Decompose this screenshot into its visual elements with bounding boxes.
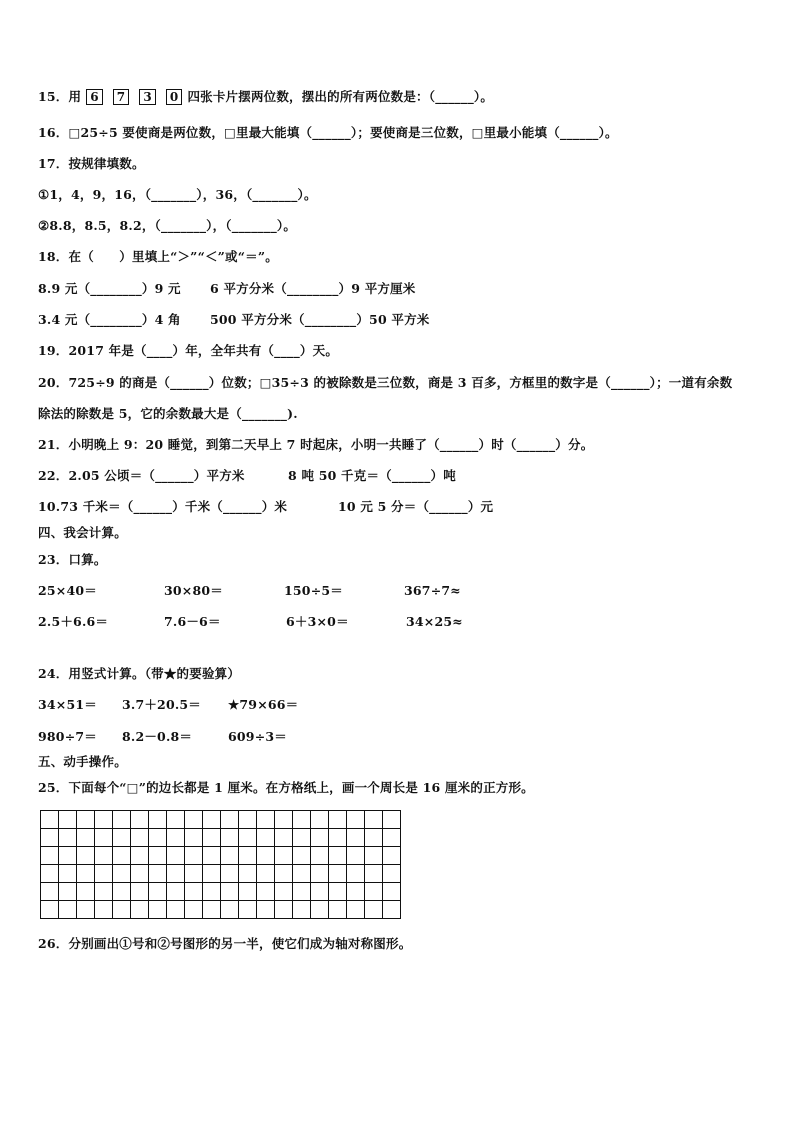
grid-cell[interactable]	[131, 901, 149, 919]
section-5-heading: 五、动手操作。	[38, 754, 127, 769]
grid-cell[interactable]	[41, 865, 59, 883]
grid-cell[interactable]	[365, 865, 383, 883]
question-20-line-2: 除法的除数是 5，它的余数最大是（_______).	[38, 406, 298, 421]
question-24-row-1	[38, 697, 298, 713]
grid-cell[interactable]	[239, 829, 257, 847]
grid-cell[interactable]	[311, 901, 329, 919]
q18-item-1b: 6 平方分米（________）9 平方厘米	[210, 281, 416, 296]
question-26: 26．分别画出①号和②号图形的另一半，使它们成为轴对称图形。	[38, 936, 412, 951]
grid-cell[interactable]	[167, 883, 185, 901]
grid-cell[interactable]	[149, 829, 167, 847]
q24-item-2-2: 8.2－0.8＝	[122, 729, 193, 744]
grid-cell[interactable]	[185, 811, 203, 829]
grid-cell[interactable]	[95, 865, 113, 883]
grid-cell[interactable]	[347, 901, 365, 919]
section-4-heading: 四、我会计算。	[38, 525, 127, 540]
grid-cell[interactable]	[383, 847, 401, 865]
grid-cell[interactable]	[293, 847, 311, 865]
question-25-title: 25．下面每个“□”的边长都是 1 厘米。在方格纸上，画一个周长是 16 厘米的正方形。	[38, 780, 534, 795]
grid-cell[interactable]	[239, 883, 257, 901]
grid-cell[interactable]	[59, 847, 77, 865]
grid-cell[interactable]	[185, 847, 203, 865]
question-18-row-1	[38, 281, 416, 297]
grid-cell[interactable]	[113, 865, 131, 883]
grid-cell[interactable]	[77, 847, 95, 865]
question-15	[38, 89, 493, 105]
grid-cell[interactable]	[257, 865, 275, 883]
grid-cell[interactable]	[257, 883, 275, 901]
grid-cell[interactable]	[167, 847, 185, 865]
question-21: 21．小明晚上 9：20 睡觉，到第二天早上 7 时起床，小明一共睡了（______）时（______）分。	[38, 437, 594, 452]
q18-item-2b: 500 平方分米（________）50 平方米	[210, 312, 430, 327]
grid-cell[interactable]	[365, 829, 383, 847]
grid-cell[interactable]	[203, 811, 221, 829]
grid-cell[interactable]	[113, 901, 131, 919]
grid-cell[interactable]	[185, 865, 203, 883]
grid-row	[41, 901, 401, 919]
grid-cell[interactable]	[383, 901, 401, 919]
grid-cell[interactable]	[311, 811, 329, 829]
grid-cell[interactable]	[311, 829, 329, 847]
grid-row	[41, 847, 401, 865]
grid-cell[interactable]	[59, 883, 77, 901]
q18-item-1a: 8.9 元（________）9 元	[38, 281, 181, 296]
grid-cell[interactable]	[293, 901, 311, 919]
grid-cell[interactable]	[383, 811, 401, 829]
q24-item-1-1: 34×51＝	[38, 697, 97, 712]
question-23-row-1	[38, 583, 461, 599]
grid-cell[interactable]	[203, 865, 221, 883]
grid-cell[interactable]	[59, 829, 77, 847]
digit-card-2: 7	[113, 89, 130, 105]
grid-cell[interactable]	[239, 901, 257, 919]
grid-cell[interactable]	[347, 811, 365, 829]
question-16: 16．□25÷5 要使商是两位数，□里最大能填（______）；要使商是三位数，□里最小能填（______）。	[38, 125, 618, 140]
grid-cell[interactable]	[221, 901, 239, 919]
grid-row	[41, 883, 401, 901]
grid-cell[interactable]	[167, 865, 185, 883]
grid-cell[interactable]	[329, 865, 347, 883]
grid-cell[interactable]	[131, 883, 149, 901]
grid-cell[interactable]	[329, 901, 347, 919]
grid-cell[interactable]	[113, 829, 131, 847]
q23-item-1-2: 30×80＝	[164, 583, 223, 598]
q23-item-1-1: 25×40＝	[38, 583, 97, 598]
question-17-title: 17．按规律填数。	[38, 156, 145, 171]
square-grid-paper[interactable]	[40, 810, 401, 919]
grid-cell[interactable]	[293, 829, 311, 847]
grid-cell[interactable]	[95, 847, 113, 865]
question-23-title: 23．口算。	[38, 552, 107, 567]
grid-cell[interactable]	[185, 883, 203, 901]
grid-cell[interactable]	[203, 901, 221, 919]
grid-cell[interactable]	[59, 901, 77, 919]
grid-cell[interactable]	[239, 811, 257, 829]
q23-item-2-1: 2.5＋6.6＝	[38, 614, 109, 629]
grid-table[interactable]	[40, 810, 401, 919]
question-17-row-1: ①1，4，9，16，（_______），36，（_______）。	[38, 187, 317, 202]
grid-cell[interactable]	[275, 865, 293, 883]
q15-suffix: 四张卡片摆两位数，摆出的所有两位数是：（______）。	[187, 89, 494, 104]
grid-cell[interactable]	[95, 901, 113, 919]
q22-item-b: 8 吨 50 千克＝（______）吨	[288, 468, 456, 483]
grid-cell[interactable]	[113, 847, 131, 865]
grid-cell[interactable]	[77, 829, 95, 847]
grid-row	[41, 811, 401, 829]
q23-item-2-4: 34×25≈	[406, 614, 463, 629]
question-23-row-2	[38, 614, 463, 630]
grid-cell[interactable]	[41, 811, 59, 829]
grid-cell[interactable]	[329, 829, 347, 847]
grid-cell[interactable]	[329, 847, 347, 865]
grid-cell[interactable]	[239, 847, 257, 865]
digit-card-1: 6	[86, 89, 103, 105]
grid-cell[interactable]	[311, 847, 329, 865]
q15-number: 15．	[38, 89, 69, 104]
grid-cell[interactable]	[149, 901, 167, 919]
grid-cell[interactable]	[149, 865, 167, 883]
grid-cell[interactable]	[383, 829, 401, 847]
q18-item-2a: 3.4 元（________）4 角	[38, 312, 181, 327]
grid-cell[interactable]	[365, 883, 383, 901]
grid-cell[interactable]	[221, 811, 239, 829]
grid-cell[interactable]	[59, 865, 77, 883]
grid-row	[41, 829, 401, 847]
grid-cell[interactable]	[77, 901, 95, 919]
grid-cell[interactable]	[41, 901, 59, 919]
question-18-row-2	[38, 312, 430, 328]
grid-cell[interactable]	[185, 829, 203, 847]
grid-cell[interactable]	[329, 811, 347, 829]
grid-cell[interactable]	[275, 883, 293, 901]
grid-cell[interactable]	[203, 883, 221, 901]
grid-cell[interactable]	[365, 847, 383, 865]
grid-cell[interactable]	[59, 811, 77, 829]
question-22-row-2	[38, 499, 493, 515]
grid-cell[interactable]	[95, 883, 113, 901]
grid-cell[interactable]	[41, 883, 59, 901]
grid-cell[interactable]	[365, 901, 383, 919]
q24-item-2-3: 609÷3＝	[228, 729, 287, 744]
grid-cell[interactable]	[257, 847, 275, 865]
grid-cell[interactable]	[185, 901, 203, 919]
q22-item-d: 10 元 5 分＝（______）元	[338, 499, 494, 514]
question-20-line-1: 20．725÷9 的商是（______）位数；□35÷3 的被除数是三位数，商是 3 百多，方框里的数字是（______）；一道有余数	[38, 375, 733, 390]
grid-cell[interactable]	[293, 865, 311, 883]
grid-cell[interactable]	[275, 847, 293, 865]
q23-item-1-3: 150÷5＝	[284, 583, 343, 598]
q24-item-1-3: ★79×66＝	[228, 697, 299, 712]
grid-cell[interactable]	[275, 829, 293, 847]
grid-cell[interactable]	[311, 865, 329, 883]
grid-cell[interactable]	[257, 811, 275, 829]
grid-cell[interactable]	[149, 883, 167, 901]
q23-item-2-3: 6＋3×0＝	[286, 614, 349, 629]
grid-cell[interactable]	[221, 829, 239, 847]
q24-item-1-2: 3.7＋20.5＝	[122, 697, 201, 712]
grid-cell[interactable]	[221, 865, 239, 883]
grid-cell[interactable]	[95, 829, 113, 847]
question-24-row-2	[38, 729, 287, 745]
question-17-row-2: ②8.8，8.5，8.2，（_______），（_______）。	[38, 218, 297, 233]
grid-cell[interactable]	[311, 883, 329, 901]
grid-cell[interactable]	[131, 847, 149, 865]
grid-row	[41, 865, 401, 883]
grid-cell[interactable]	[257, 901, 275, 919]
q22-item-c: 10.73 千米＝（______）千米（______）米	[38, 499, 288, 514]
grid-cell[interactable]	[113, 811, 131, 829]
grid-cell[interactable]	[221, 847, 239, 865]
digit-card-3: 3	[139, 89, 156, 105]
grid-cell[interactable]	[293, 811, 311, 829]
grid-cell[interactable]	[167, 829, 185, 847]
q23-item-2-2: 7.6－6＝	[164, 614, 221, 629]
question-24-title: 24．用竖式计算。（带★的要验算）	[38, 666, 241, 681]
grid-cell[interactable]	[221, 883, 239, 901]
grid-cell[interactable]	[41, 829, 59, 847]
grid-cell[interactable]	[131, 865, 149, 883]
grid-cell[interactable]	[131, 829, 149, 847]
grid-cell[interactable]	[77, 865, 95, 883]
grid-cell[interactable]	[149, 847, 167, 865]
grid-cell[interactable]	[365, 811, 383, 829]
grid-cell[interactable]	[275, 901, 293, 919]
q22-item-a: 22．2.05 公顷＝（______）平方米	[38, 468, 245, 483]
grid-cell[interactable]	[347, 847, 365, 865]
grid-cell[interactable]	[167, 901, 185, 919]
grid-cell[interactable]	[329, 883, 347, 901]
grid-cell[interactable]	[347, 865, 365, 883]
grid-cell[interactable]	[383, 865, 401, 883]
grid-cell[interactable]	[203, 829, 221, 847]
grid-cell[interactable]	[167, 811, 185, 829]
q23-item-1-4: 367÷7≈	[404, 583, 461, 598]
grid-cell[interactable]	[95, 811, 113, 829]
grid-cell[interactable]	[77, 883, 95, 901]
grid-cell[interactable]	[131, 811, 149, 829]
grid-cell[interactable]	[239, 865, 257, 883]
grid-cell[interactable]	[257, 829, 275, 847]
grid-cell[interactable]	[41, 847, 59, 865]
grid-cell[interactable]	[275, 811, 293, 829]
grid-cell[interactable]	[347, 883, 365, 901]
q24-item-2-1: 980÷7＝	[38, 729, 97, 744]
grid-cell[interactable]	[77, 811, 95, 829]
grid-cell[interactable]	[293, 883, 311, 901]
grid-cell[interactable]	[149, 811, 167, 829]
digit-card-4: 0	[166, 89, 183, 105]
grid-cell[interactable]	[383, 883, 401, 901]
question-19: 19．2017 年是（____）年，全年共有（____）天。	[38, 343, 339, 358]
grid-cell[interactable]	[203, 847, 221, 865]
grid-cell[interactable]	[113, 883, 131, 901]
question-22-row-1	[38, 468, 456, 484]
grid-cell[interactable]	[347, 829, 365, 847]
q15-prefix: 用	[68, 89, 82, 104]
question-18-title: 18．在（ ）里填上“＞”“＜”或“＝”。	[38, 249, 278, 264]
